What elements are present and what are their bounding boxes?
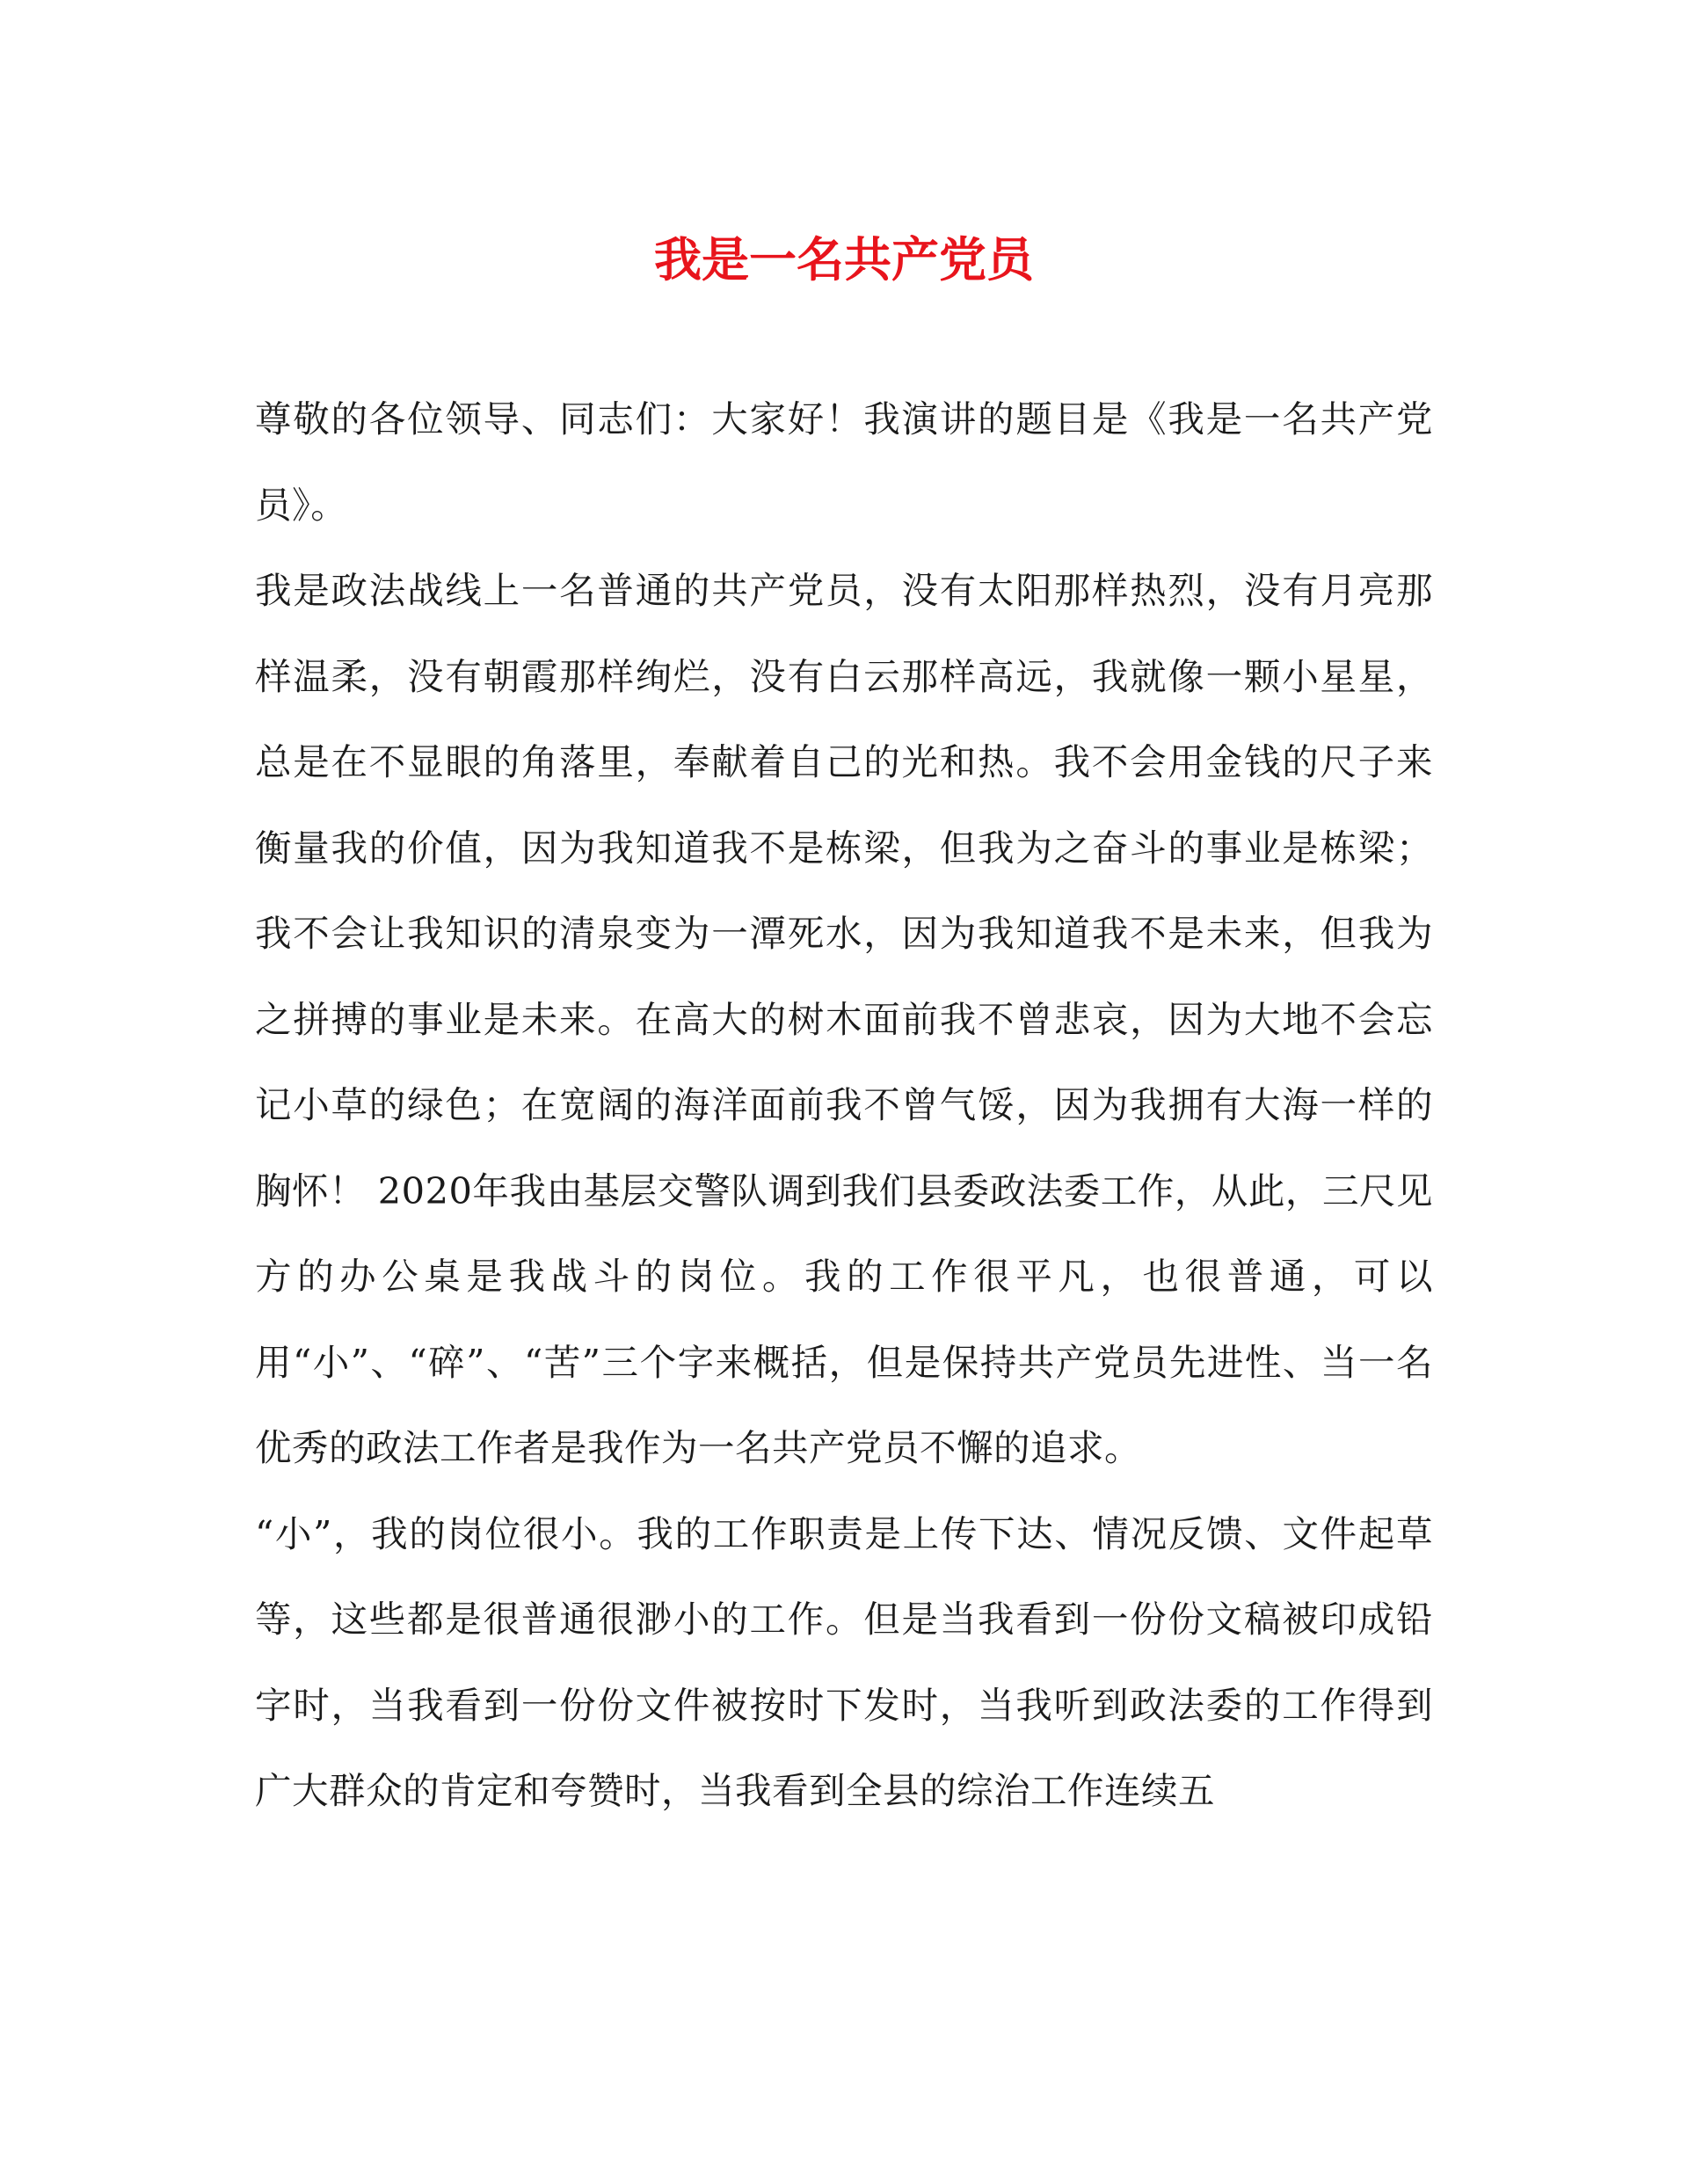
document-title: 我是一名共产党员 — [654, 231, 1034, 288]
document-body — [255, 376, 1433, 1834]
paragraph-small-post: “小”，我的岗位很小。我的工作职责是上传下达、情况反馈、文件起草等，这些都是很普通很渺小的工作。但是当我看到一份份文稿被印成铅字时，当我看到一份份文件被按时下发时，当我听到政法委的工作得到广大群众的肯定和夸赞时，当我看到全县的综治工作连续五 — [255, 1511, 1433, 1812]
paragraph-greeting: 尊敬的各位领导、同志们：大家好！我演讲的题目是《我是一名共产党员》。 — [255, 397, 1433, 527]
paragraph-introduction: 我是政法战线上一名普通的共产党员，没有太阳那样热烈，没有月亮那样温柔，没有朝霞那样绚烂，没有白云那样高远，我就像一颗小星星，总是在不显眼的角落里，奉献着自己的光和热。我不会用金钱的尺子来衡量我的价值，因为我知道我不是栋梁，但我为之奋斗的事业是栋梁；我不会让我知识的清泉变为一潭死水，因为我知道我不是未来，但我为之拼搏的事业是未来。在高大的树木面前我不曾悲哀，因为大地不会忘记小草的绿色；在宽阔的海洋面前我不曾气馁，因为我拥有大海一样的胸怀！ 2020年我由基层交警队调到我们县委政法委工作，从此，三尺见方的办公桌是我战斗的岗位。我的工作很平凡，也很普通，可以用“小”、“碎”、“苦”三个字来概括，但是保持共产党员先进性、当一名优秀的政法工作者是我作为一名共产党员不懈的追求。 — [255, 569, 1433, 1469]
